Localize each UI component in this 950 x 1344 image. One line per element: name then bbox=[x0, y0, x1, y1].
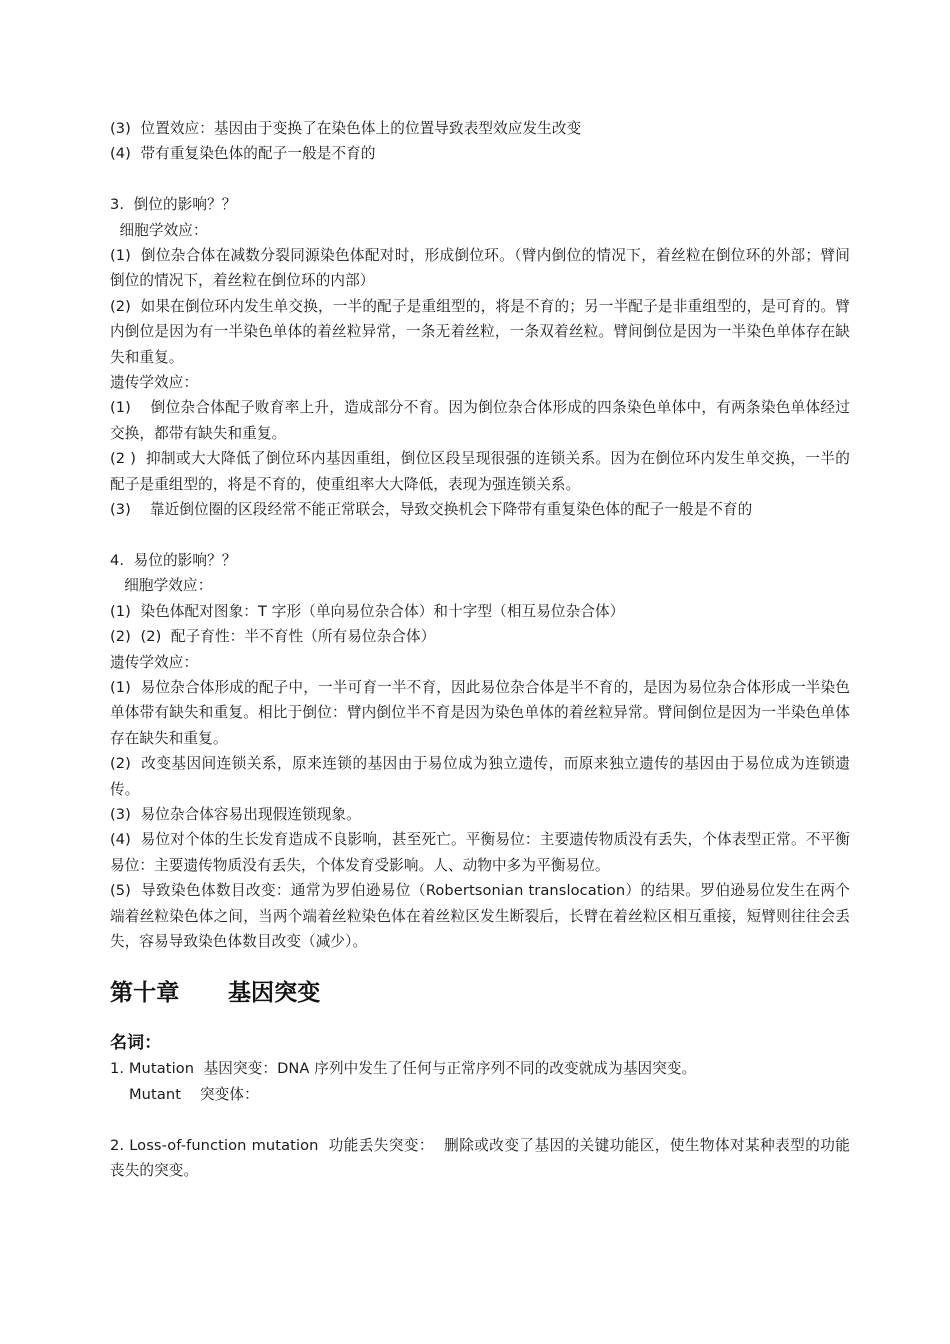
paragraph-line: (4) 带有重复染色体的配子一般是不育的 bbox=[110, 145, 376, 163]
paragraph-line: (2) 如果在倒位环内发生单交换，一半的配子是重组型的，将是不育的；另一半配子是非重组型的，是可育的。臂内倒位是因为有一半染色单体的着丝粒异常，一条无着丝粒，一条双着丝粒。臂间倒位是因为一半染色单体存在缺失和重复。 bbox=[110, 297, 850, 366]
paragraph-line: 3. 倒位的影响？？ bbox=[110, 196, 237, 214]
paragraph-line: 1. Mutation 基因突变：DNA 序列中发生了任何与正常序列不同的改变就成为基因突变。 bbox=[110, 1060, 697, 1078]
blank-line bbox=[110, 167, 850, 192]
paragraph-line: (1) 倒位杂合体配子败育率上升，造成部分不育。因为倒位杂合体形成的四条染色单体中，有两条染色单体经过交换，都带有缺失和重复。 bbox=[110, 399, 850, 442]
paragraph-line: 细胞学效应： bbox=[110, 221, 208, 239]
paragraph-line: (2) (2) 配子育性：半不育性（所有易位杂合体） bbox=[110, 628, 436, 646]
paragraph-line: (3) 易位杂合体容易出现假连锁现象。 bbox=[110, 805, 361, 823]
paragraph-line: 2. Loss-of-function mutation 功能丢失突变： 删除或改变了基因的关键功能区，使生物体对某种表型的功能丧失的突变。 bbox=[110, 1136, 850, 1179]
paragraph-line: 遗传学效应： bbox=[110, 653, 199, 671]
paragraph-line: (1) 易位杂合体形成的配子中，一半可育一半不育，因此易位杂合体是半不育的，是因为易位杂合体形成一半染色单体带有缺失和重复。相比于倒位：臂内倒位半不育是因为染色单体的着丝粒异常。臂间倒位是因为一半染色单体存在缺失和重复。 bbox=[110, 678, 850, 747]
section-b bbox=[110, 1056, 850, 1183]
paragraph-line: (1) 染色体配对图象：T 字形（单向易位杂合体）和十字型（相互易位杂合体） bbox=[110, 602, 625, 620]
paragraph-line: (2) 改变基因间连锁关系，原来连锁的基因由于易位成为独立遗传，而原来独立遗传的基因由于易位成为连锁遗传。 bbox=[110, 755, 850, 798]
paragraph-line: (1) 倒位杂合体在减数分裂同源染色体配对时，形成倒位环。（臂内倒位的情况下，着丝粒在倒位环的外部；臂间倒位的情况下，着丝粒在倒位环的内部） bbox=[110, 247, 850, 290]
paragraph-line: (2 ) 抑制或大大降低了倒位环内基因重组，倒位区段呈现很强的连锁关系。因为在倒位环内发生单交换，一半的配子是重组型的，将是不育的，使重组率大大降低，表现为强连锁关系。 bbox=[110, 450, 850, 493]
chapter-title: 第十章 基因突变 bbox=[110, 980, 321, 1007]
section-a bbox=[110, 116, 850, 954]
paragraph-line: (3) 位置效应：基因由于变换了在染色体上的位置导致表型效应发生改变 bbox=[110, 120, 582, 137]
paragraph-line: 4. 易位的影响？？ bbox=[110, 551, 237, 569]
paragraph-line: Mutant 突变体： bbox=[110, 1085, 259, 1103]
blank-line bbox=[110, 522, 850, 547]
blank-line bbox=[110, 1107, 850, 1132]
paragraph-line: (3) 靠近倒位圈的区段经常不能正常联会，导致交换机会下降带有重复染色体的配子一般是不育的 bbox=[110, 501, 753, 519]
paragraph-line: (4) 易位对个体的生长发育造成不良影响，甚至死亡。平衡易位：主要遗传物质没有丢失，个体表型正常。不平衡易位：主要遗传物质没有丢失，个体发育受影响。人、动物中多为平衡易位。 bbox=[110, 831, 850, 874]
paragraph-line: 遗传学效应： bbox=[110, 374, 199, 392]
terms-heading: 名词： bbox=[110, 1033, 162, 1054]
paragraph-line: 细胞学效应： bbox=[110, 577, 213, 595]
paragraph-line: (5) 导致染色体数目改变：通常为罗伯逊易位（Robertsonian translocation）的结果。罗伯逊易位发生在两个端着丝粒染色体之间，当两个端着丝粒染色体在着丝粒区发生断裂后，长臂在着丝粒区相互重接，短臂则往往会丢失，容易导致染色体数目改变（减少）。 bbox=[110, 882, 850, 950]
document-page bbox=[110, 116, 850, 1183]
